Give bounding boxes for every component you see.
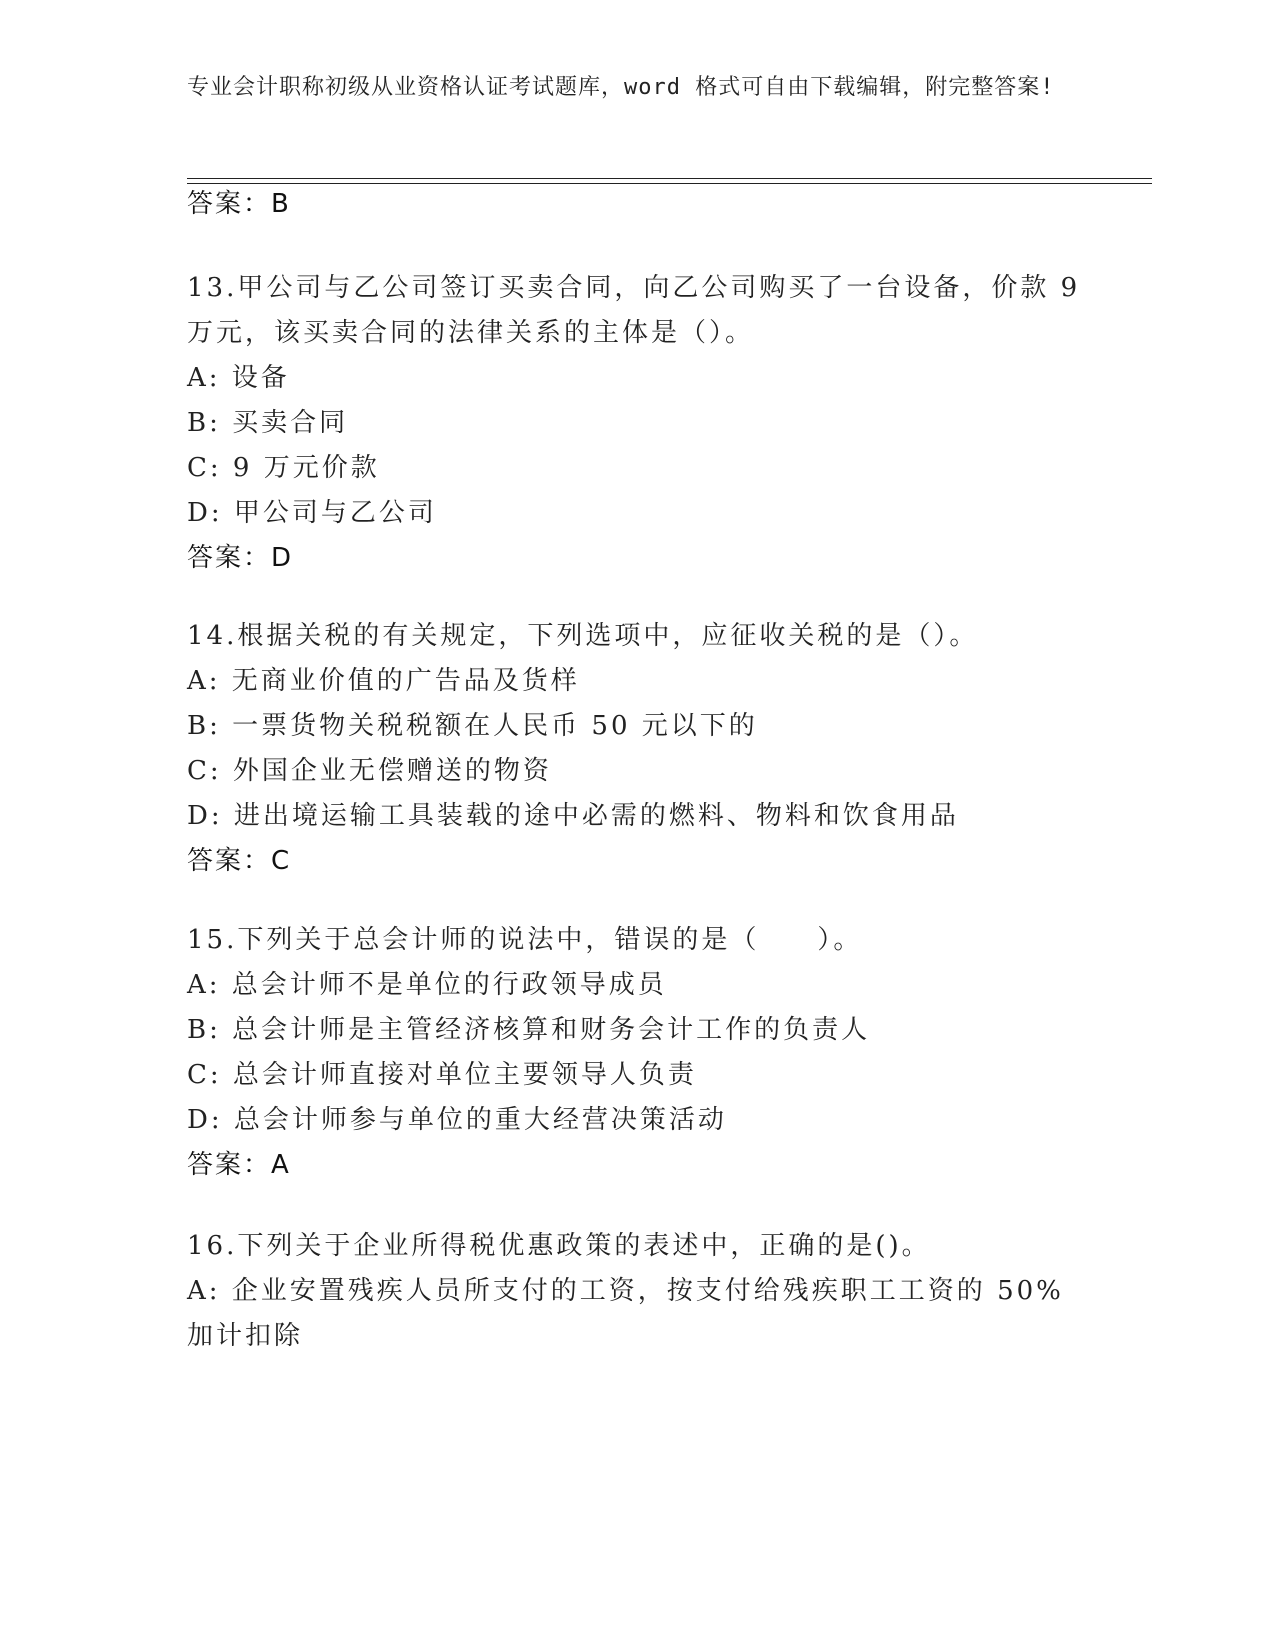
option-d: D: 甲公司与乙公司 [187, 498, 437, 528]
question-stem: 13.甲公司与乙公司签订买卖合同，向乙公司购买了一台设备，价款 9 万元，该买卖合同的法律关系的主体是（）。 [187, 273, 1081, 348]
option-a: A: 总会计师不是单位的行政领导成员 [187, 970, 667, 1000]
question-13 [187, 266, 1087, 576]
option-c: C: 外国企业无偿赠送的物资 [187, 756, 552, 786]
question-stem: 15.下列关于总会计师的说法中，错误的是（ ）。 [187, 925, 863, 955]
question-14 [187, 614, 1087, 879]
option-d: D: 总会计师参与单位的重大经营决策活动 [187, 1105, 727, 1135]
option-b: B: 一票货物关税税额在人民币 50 元以下的 [187, 711, 758, 741]
header-divider [187, 178, 1152, 179]
answer: 答案：D [187, 543, 294, 573]
option-c: C: 9 万元价款 [187, 453, 380, 483]
question-stem: 16.下列关于企业所得税优惠政策的表述中，正确的是()。 [187, 1231, 931, 1261]
question-stem: 14.根据关税的有关规定，下列选项中，应征收关税的是（）。 [187, 621, 979, 651]
option-a: A: 企业安置残疾人员所支付的工资，按支付给残疾职工工资的 50%加计扣除 [187, 1276, 1064, 1351]
option-b: B: 总会计师是主管经济核算和财务会计工作的负责人 [187, 1015, 871, 1045]
option-a: A: 无商业价值的广告品及货样 [187, 666, 580, 696]
question-15 [187, 918, 1087, 1183]
question-16 [187, 1224, 1087, 1359]
answer: 答案：C [187, 846, 292, 876]
option-b: B: 买卖合同 [187, 408, 349, 438]
document-header: 专业会计职称初级从业资格认证考试题库，word 格式可自由下载编辑，附完整答案! [187, 75, 1055, 100]
header-divider-double [187, 183, 1152, 184]
option-d: D: 进出境运输工具装载的途中必需的燃料、物料和饮食用品 [187, 801, 959, 831]
answer: 答案：A [187, 1150, 291, 1180]
option-c: C: 总会计师直接对单位主要领导人负责 [187, 1060, 697, 1090]
option-a: A: 设备 [187, 363, 290, 393]
previous-answer: 答案：B [187, 189, 291, 219]
